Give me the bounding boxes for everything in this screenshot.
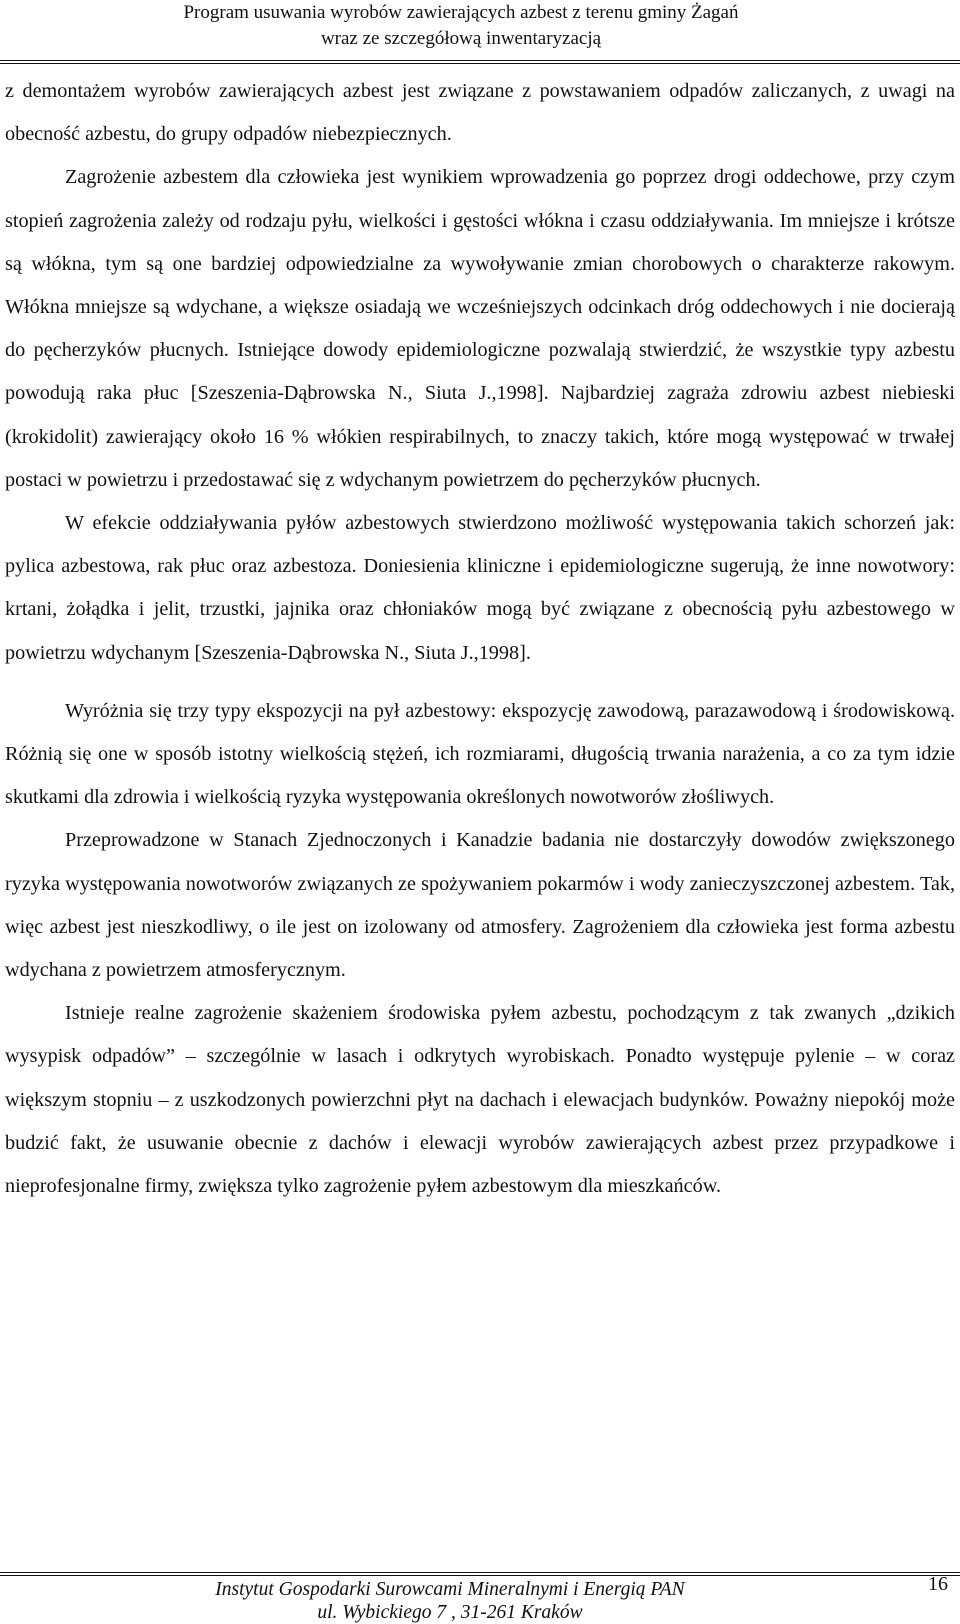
- page-number: 16: [928, 1573, 948, 1595]
- header-rule: [0, 60, 960, 61]
- footer-rule-thin: [0, 1572, 960, 1573]
- header-rule-thin: [0, 63, 960, 64]
- paragraph-2: Zagrożenie azbestem dla człowieka jest wynikiem wprowadzenia go poprzez drogi oddechowe, przy czym stopień zagrożenia zależy od rodzaju pyłu, wielkości i gęstości włókna i czasu oddziaływania. Im mniejsze i krótsze są włókna, tym są one bardziej odpowiedzialne za wywoływanie zmian chorobowych o charakterze rakowym. Włókna mniejsze są wdychane, a większe osiadają we wcześniejszych odcinkach dróg oddechowych i nie docierają do pęcherzyków płucnych. Istniejące dowody epidemiologiczne pozwalają stwierdzić, że wszystkie typy azbestu powodują raka płuc [Szeszenia-Dąbrowska N., Siuta J.,1998]. Najbardziej zagraża zdrowiu azbest niebieski (krokidolit) zawierający około 16 % włókien respirabilnych, to znaczy takich, które mogą występować w trwałej postaci w powietrzu i przedostawać się z wdychanym powietrzem do pęcherzyków płucnych.: [5, 166, 955, 491]
- document-body: [5, 70, 955, 1208]
- paragraph-3: W efekcie oddziaływania pyłów azbestowych stwierdzono możliwość występowania takich schorzeń jak: pylica azbestowa, rak płuc oraz azbestoza. Doniesienia kliniczne i epidemiologiczne sugerują, że inne nowotwory: krtani, żołądka i jelit, trzustki, jajnika oraz chłoniaków mogą być związane z obecnością pyłu azbestowego w powietrzu wdychanym [Szeszenia-Dąbrowska N., Siuta J.,1998].: [5, 512, 955, 664]
- paragraph-4: Wyróżnia się trzy typy ekspozycji na pył azbestowy: ekspozycję zawodową, parazawodową i środowiskową. Różnią się one w sposób istotny wielkością stężeń, ich rozmiarami, długością trwania narażenia, a co za tym idzie skutkami dla zdrowia i wielkością ryzyka występowania określonych nowotworów złośliwych.: [5, 699, 955, 809]
- paragraph-6: Istnieje realne zagrożenie skażeniem środowiska pyłem azbestu, pochodzącym z tak zwanych „dzikich wysypisk odpadów” – szczególnie w lasach i odkrytych wyrobiskach. Ponadto występuje pylenie – w coraz większym stopniu – z uszkodzonych powierzchni płyt na dachach i elewacjach budynków. Poważny niepokój może budzić fakt, że usuwanie obecnie z dachów i elewacji wyrobów zawierających azbest przez przypadkowe i nieprofesjonalne firmy, zwiększa tylko zagrożenie pyłem azbestowym dla mieszkańców.: [5, 1002, 955, 1198]
- paragraph-1: z demontażem wyrobów zawierających azbest jest związane z powstawaniem odpadów zaliczanych, z uwagi na obecność azbestu, do grupy odpadów niebezpiecznych.: [5, 80, 955, 146]
- paragraph-5: Przeprowadzone w Stanach Zjednoczonych i Kanadzie badania nie dostarczyły dowodów zwiększonego ryzyka występowania nowotworów związanych ze spożywaniem pokarmów i wody zanieczyszczonej azbestem. Tak, więc azbest jest nieszkodliwy, o ile jest on izolowany od atmosfery. Zagrożeniem dla człowieka jest forma azbestu wdychana z powietrzem atmosferycznym.: [5, 829, 955, 982]
- page-header: [0, 0, 960, 54]
- header-title: Program usuwania wyrobów zawierających azbest z terenu gminy Żagań: [183, 2, 739, 23]
- header-subtitle: wraz ze szczegółową inwentaryzacją: [320, 28, 602, 49]
- footer-address: ul. Wybickiego 7 , 31-261 Kraków: [317, 1602, 583, 1623]
- footer-institute: Instytut Gospodarki Surowcami Mineralnymi i Energią PAN: [215, 1579, 685, 1600]
- page-footer: [0, 1578, 900, 1624]
- footer-rule: [0, 1575, 960, 1576]
